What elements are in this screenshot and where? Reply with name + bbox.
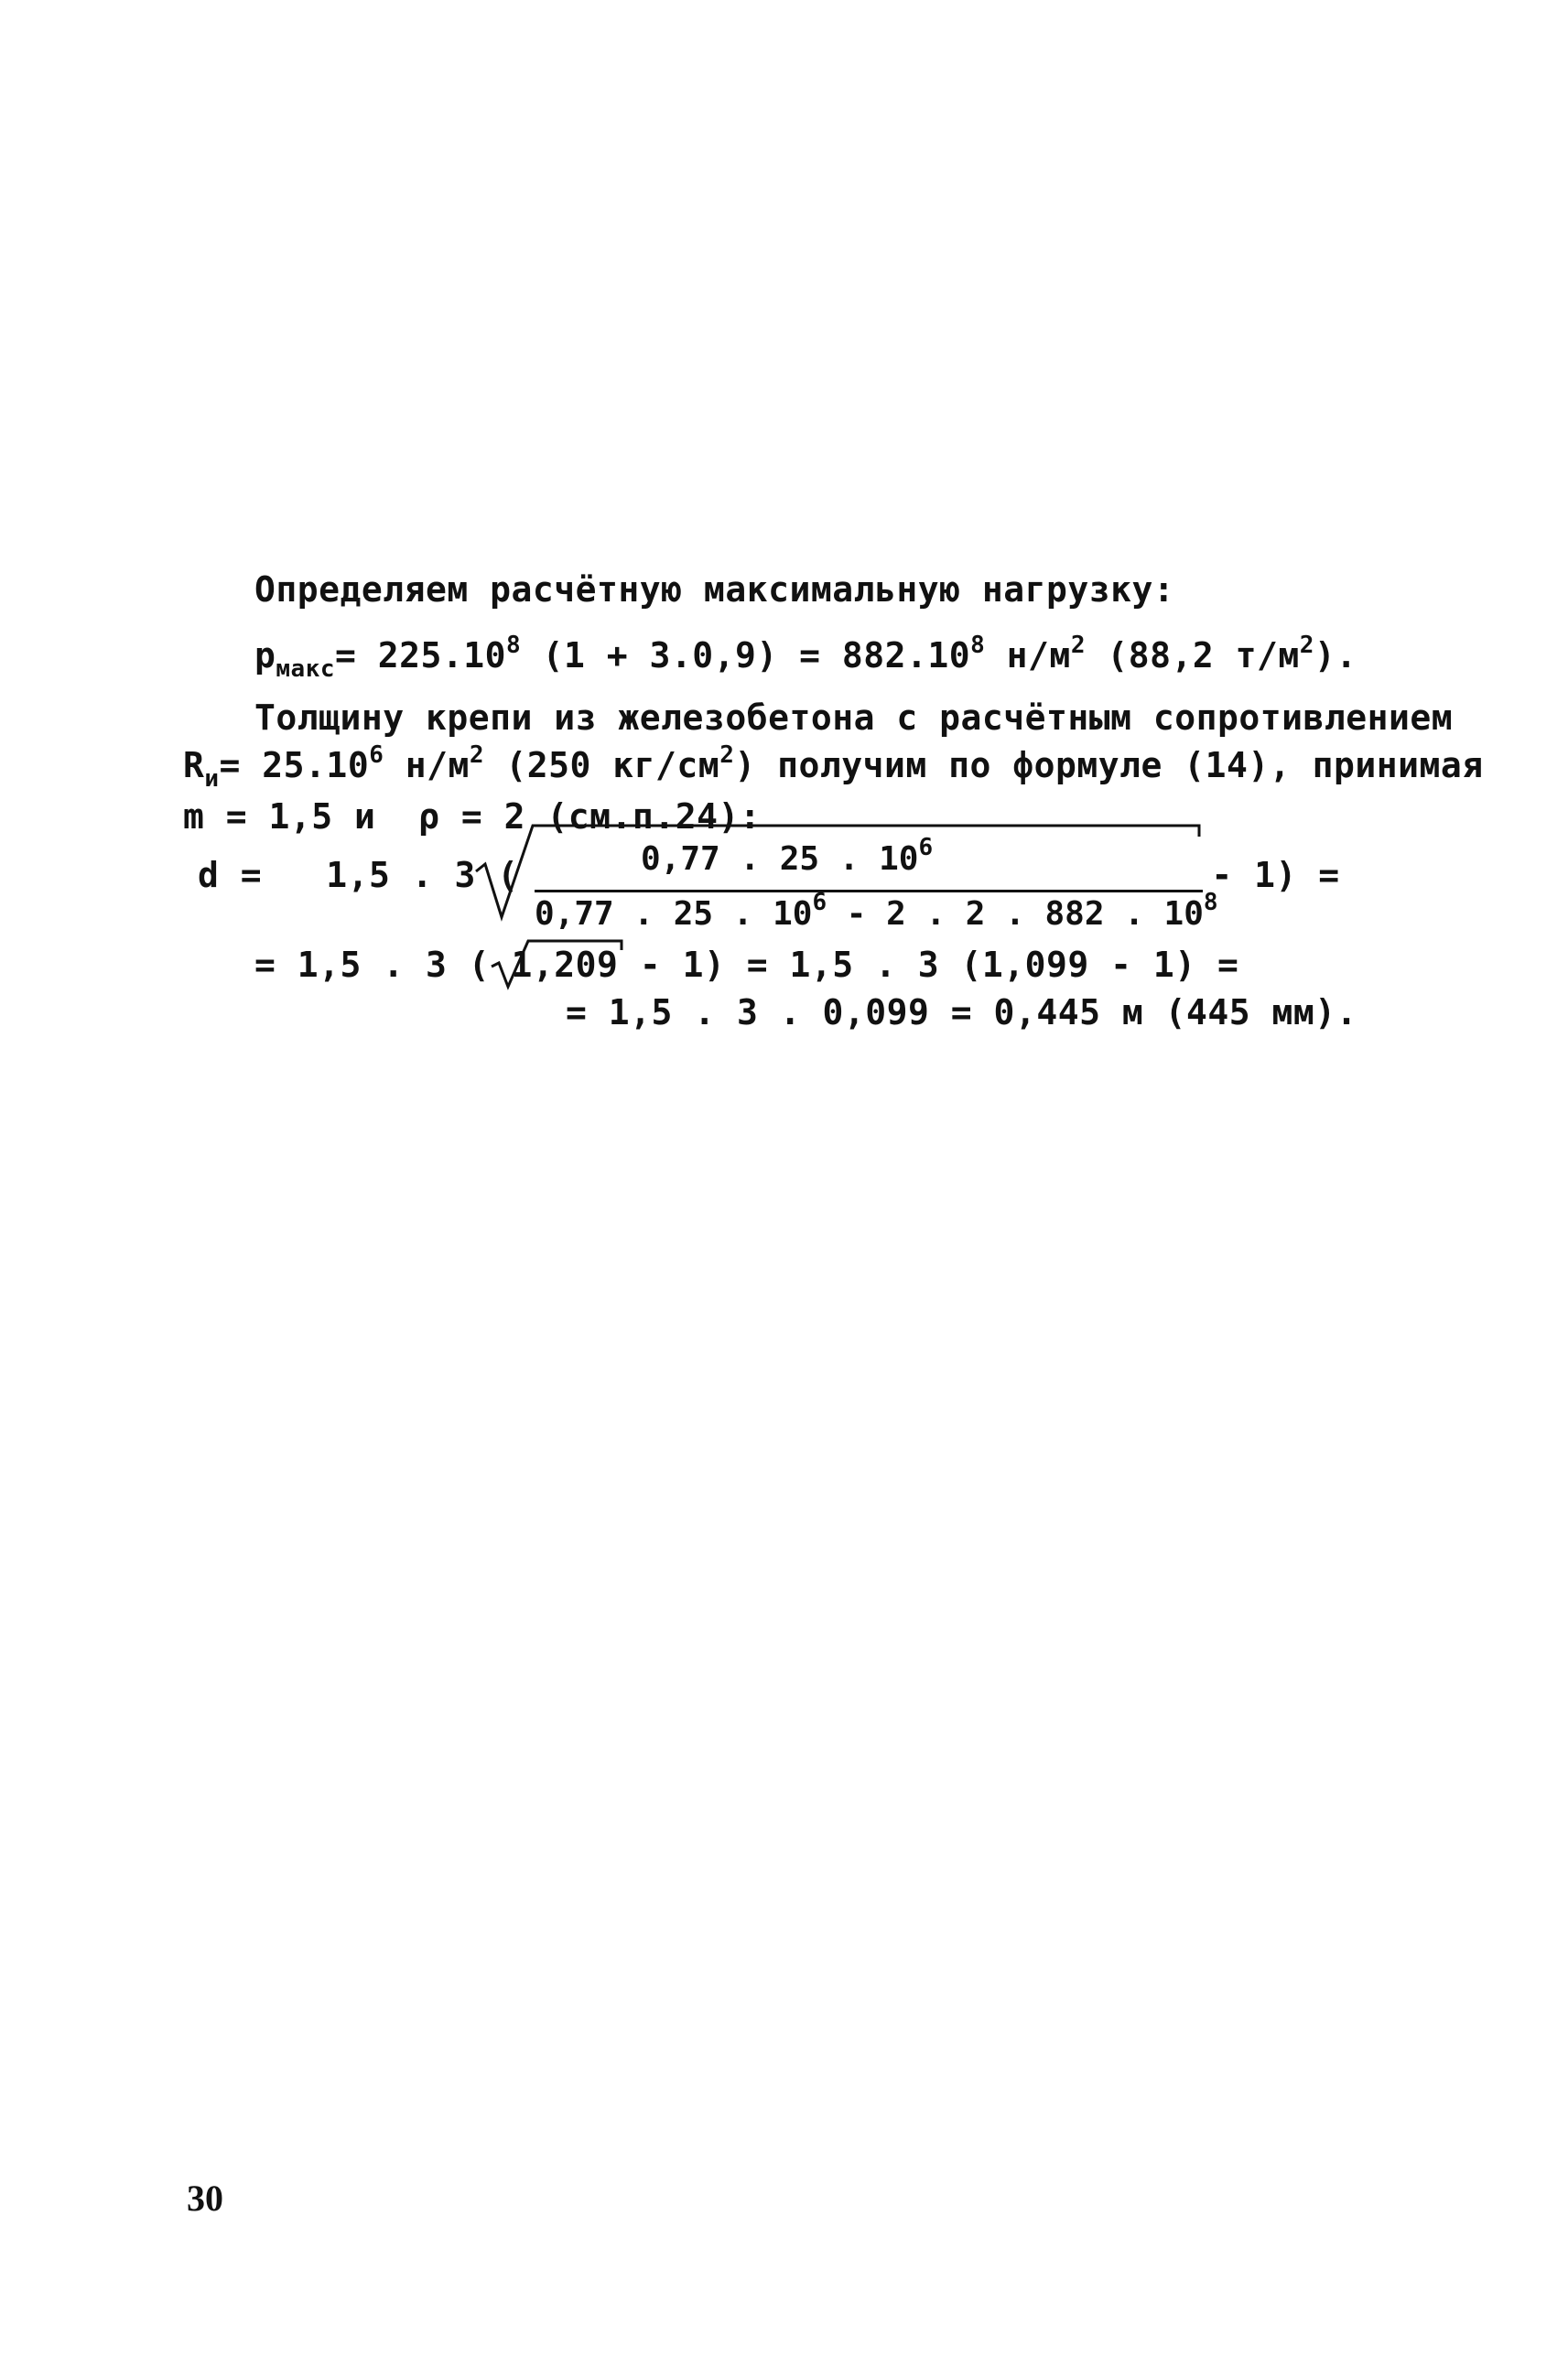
sqrt-1209: 1,209 (512, 943, 619, 987)
denominator-exp: 6 (812, 889, 827, 916)
line2-exp-c: 2 (719, 741, 735, 769)
eq1-part-b: (1 + 3.0,9) = 882.10 (521, 635, 971, 676)
eq1-part-d: (88,2 т/м (1085, 635, 1300, 676)
resistance-subscript: и (204, 765, 220, 793)
formula-rhs: - 1) = (1190, 855, 1340, 895)
eq1-exp-d: 2 (1299, 632, 1314, 659)
eq1-p: p (254, 635, 276, 676)
formula-lhs: d = 1,5 . 3 ( (198, 855, 519, 895)
line2-exp-b: 2 (469, 741, 485, 769)
denominator-exp2: 8 (1203, 889, 1218, 916)
fraction-bar (535, 890, 1203, 892)
line2-part-a: = 25.10 (219, 745, 370, 785)
fraction-numerator: 0,77 . 25 . $10^6$ (641, 834, 934, 878)
eq1-exp-a: 8 (506, 632, 522, 659)
eq1-part-a: = 225.10 (335, 635, 507, 676)
eq1-exp-b: 8 (970, 632, 986, 659)
line2-part-c: (250 кг/см (484, 745, 720, 785)
numerator-exp: 6 (918, 834, 934, 861)
para-thickness-line3: m = 1,5 и ρ = 2 (см.п.24): (183, 796, 762, 837)
line2-exp-a: 6 (369, 741, 384, 769)
resistance-symbol: R (183, 745, 205, 785)
small-root-sign (492, 939, 629, 990)
eq1-p-subscript: макс (276, 655, 336, 683)
line2-part-d: ) получим по формуле (14), принимая (734, 745, 1484, 785)
formula-step2: = 1,5 . 3 ( 1,209 - 1) = 1,5 . 3 (1,099 - 1) = (254, 943, 1238, 987)
section-intro: Определяем расчётную максимальную нагрузку: (254, 569, 1175, 610)
para-thickness-line1: Толщину крепи из железобетона с расчётным сопротивлением (254, 697, 1454, 738)
denominator-rest: - 2 . 2 . 882 . 10 (827, 895, 1204, 933)
para-thickness-line2 (183, 743, 1484, 792)
equation-max-load (254, 633, 1357, 682)
eq1-part-e: ). (1314, 635, 1357, 676)
page-number: 30 (187, 2178, 223, 2219)
eq1-exp-c: 2 (1070, 632, 1086, 659)
fraction-denominator: 0,77 . 25 . $10^6 - 2$ . 2 . 882 . $10^8$ (535, 889, 1218, 933)
formula-step3: = 1,5 . 3 . 0,099 = 0,445 м (445 мм). (566, 992, 1357, 1032)
line2-part-b: н/м (384, 745, 470, 785)
eq1-part-c: н/м (985, 635, 1071, 676)
